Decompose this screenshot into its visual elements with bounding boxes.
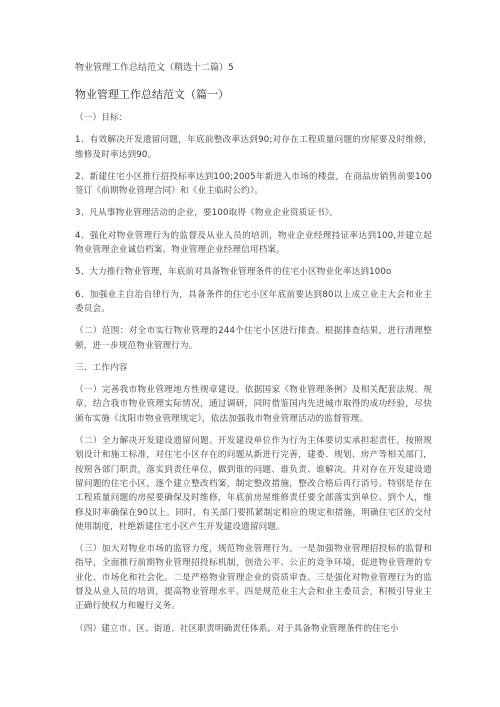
paragraph-content-1: （一）完善我市物业管理地方性规章建设。依据国家《物业管理条例》及相关配套法规、规章，结合我市物业管理实际情况，通过调研，同时借鉴国内先进城市取得的成功经验，尽快颁布实施《沈阳市物业管理规定》，依法加强我市物业管理活动的监督管理。 xyxy=(75,385,432,424)
paragraph-item-2: 2、新建住宅小区推行招投标率达到100;2005年新进入市场的楼盘，在商品房销售前要100签订《前期物业管理合同》和《业主临时公约》。 xyxy=(75,171,432,197)
paragraph-content-4: （四）建立市、区、街道、社区职责明确责任体系。对于具备物业管理条件的住宅小 xyxy=(75,623,399,634)
paragraph-work-content-heading: 三、工作内容 xyxy=(75,362,128,373)
section-heading: 物业管理工作总结范文（篇一） xyxy=(75,88,229,101)
document-title: 物业管理工作总结范文（精选十二篇）5 xyxy=(75,63,234,73)
paragraph-scope: （二）范围：对全市实行物业管理的244个住宅小区进行排查。根据排查结果，进行清理整顿，进一步规范物业管理行为。 xyxy=(75,326,432,351)
paragraph-item-5: 5、大力推行物业管理，年底前对具备物业管理条件的住宅小区物业化率达到100o xyxy=(75,267,392,278)
paragraph-item-4: 4、强化对物业管理行为的监督及从业人员的培训，物业企业经理持证率达到100,并建立起物业管理企业诚信档案、物业管理企业经理信用档案。 xyxy=(75,230,432,256)
paragraph-item-1: 1、有效解决开发遗留问题，年底前整改率达到90;对存在工程质量问题的房屋要及时维修，维修及时率达到90。 xyxy=(75,135,432,160)
paragraph-item-3: 3、凡从事物业管理活动的企业，要100取得《物业企业资质证书》。 xyxy=(75,208,338,219)
paragraph-objectives-heading: （一）目标： xyxy=(75,113,128,123)
paragraph-item-6: 6、加强业主自治自律行为，具备条件的住宅小区年底前要达到80以上成立业主大会和业主委员会。 xyxy=(75,289,432,314)
paragraph-content-3: （三）加大对物业市场的监管力度，规范物业管理行为。一是加强物业管理招投标的监督和指导，全面推行前期物业管理招投标机制，创造公平、公正的竞争环境，促进物业管理的专业化、市场化和社会化。二是严格物业管理企业的资质审查。三是强化对物业管理行为的监督及从业人员的培训，提高物业管理水平。四是规范业主大会和业主委员会，积极引导业主正确行使权力和履行义务。 xyxy=(75,544,432,612)
paragraph-content-2: （二）全力解决开发建设遗留问题。开发建设单位作为行为主体要切实承担起责任，按照规划设计和施工标准，对住宅小区存在的问题从新进行完善，建委、规划、房产等相关部门，按照各部门职责，落实到责任单位，做到谁的问题、谁负责、谁解决。并对存在开发建设遗留问题的住宅小区，逐个建立整改档案，制定整改措施，整改合格后再行消号。特别是存在工程质量问题的房屋要确保及时维修，年底前房屋维修责任要全部落实到单位、到个人，维修及时率确保在90以上。同时，有关部门要抓紧制定相应的规定和措施，明确住宅区的交付使用制度，杜绝新建住宅小区产生开发建设遗留问题。 xyxy=(75,436,432,532)
